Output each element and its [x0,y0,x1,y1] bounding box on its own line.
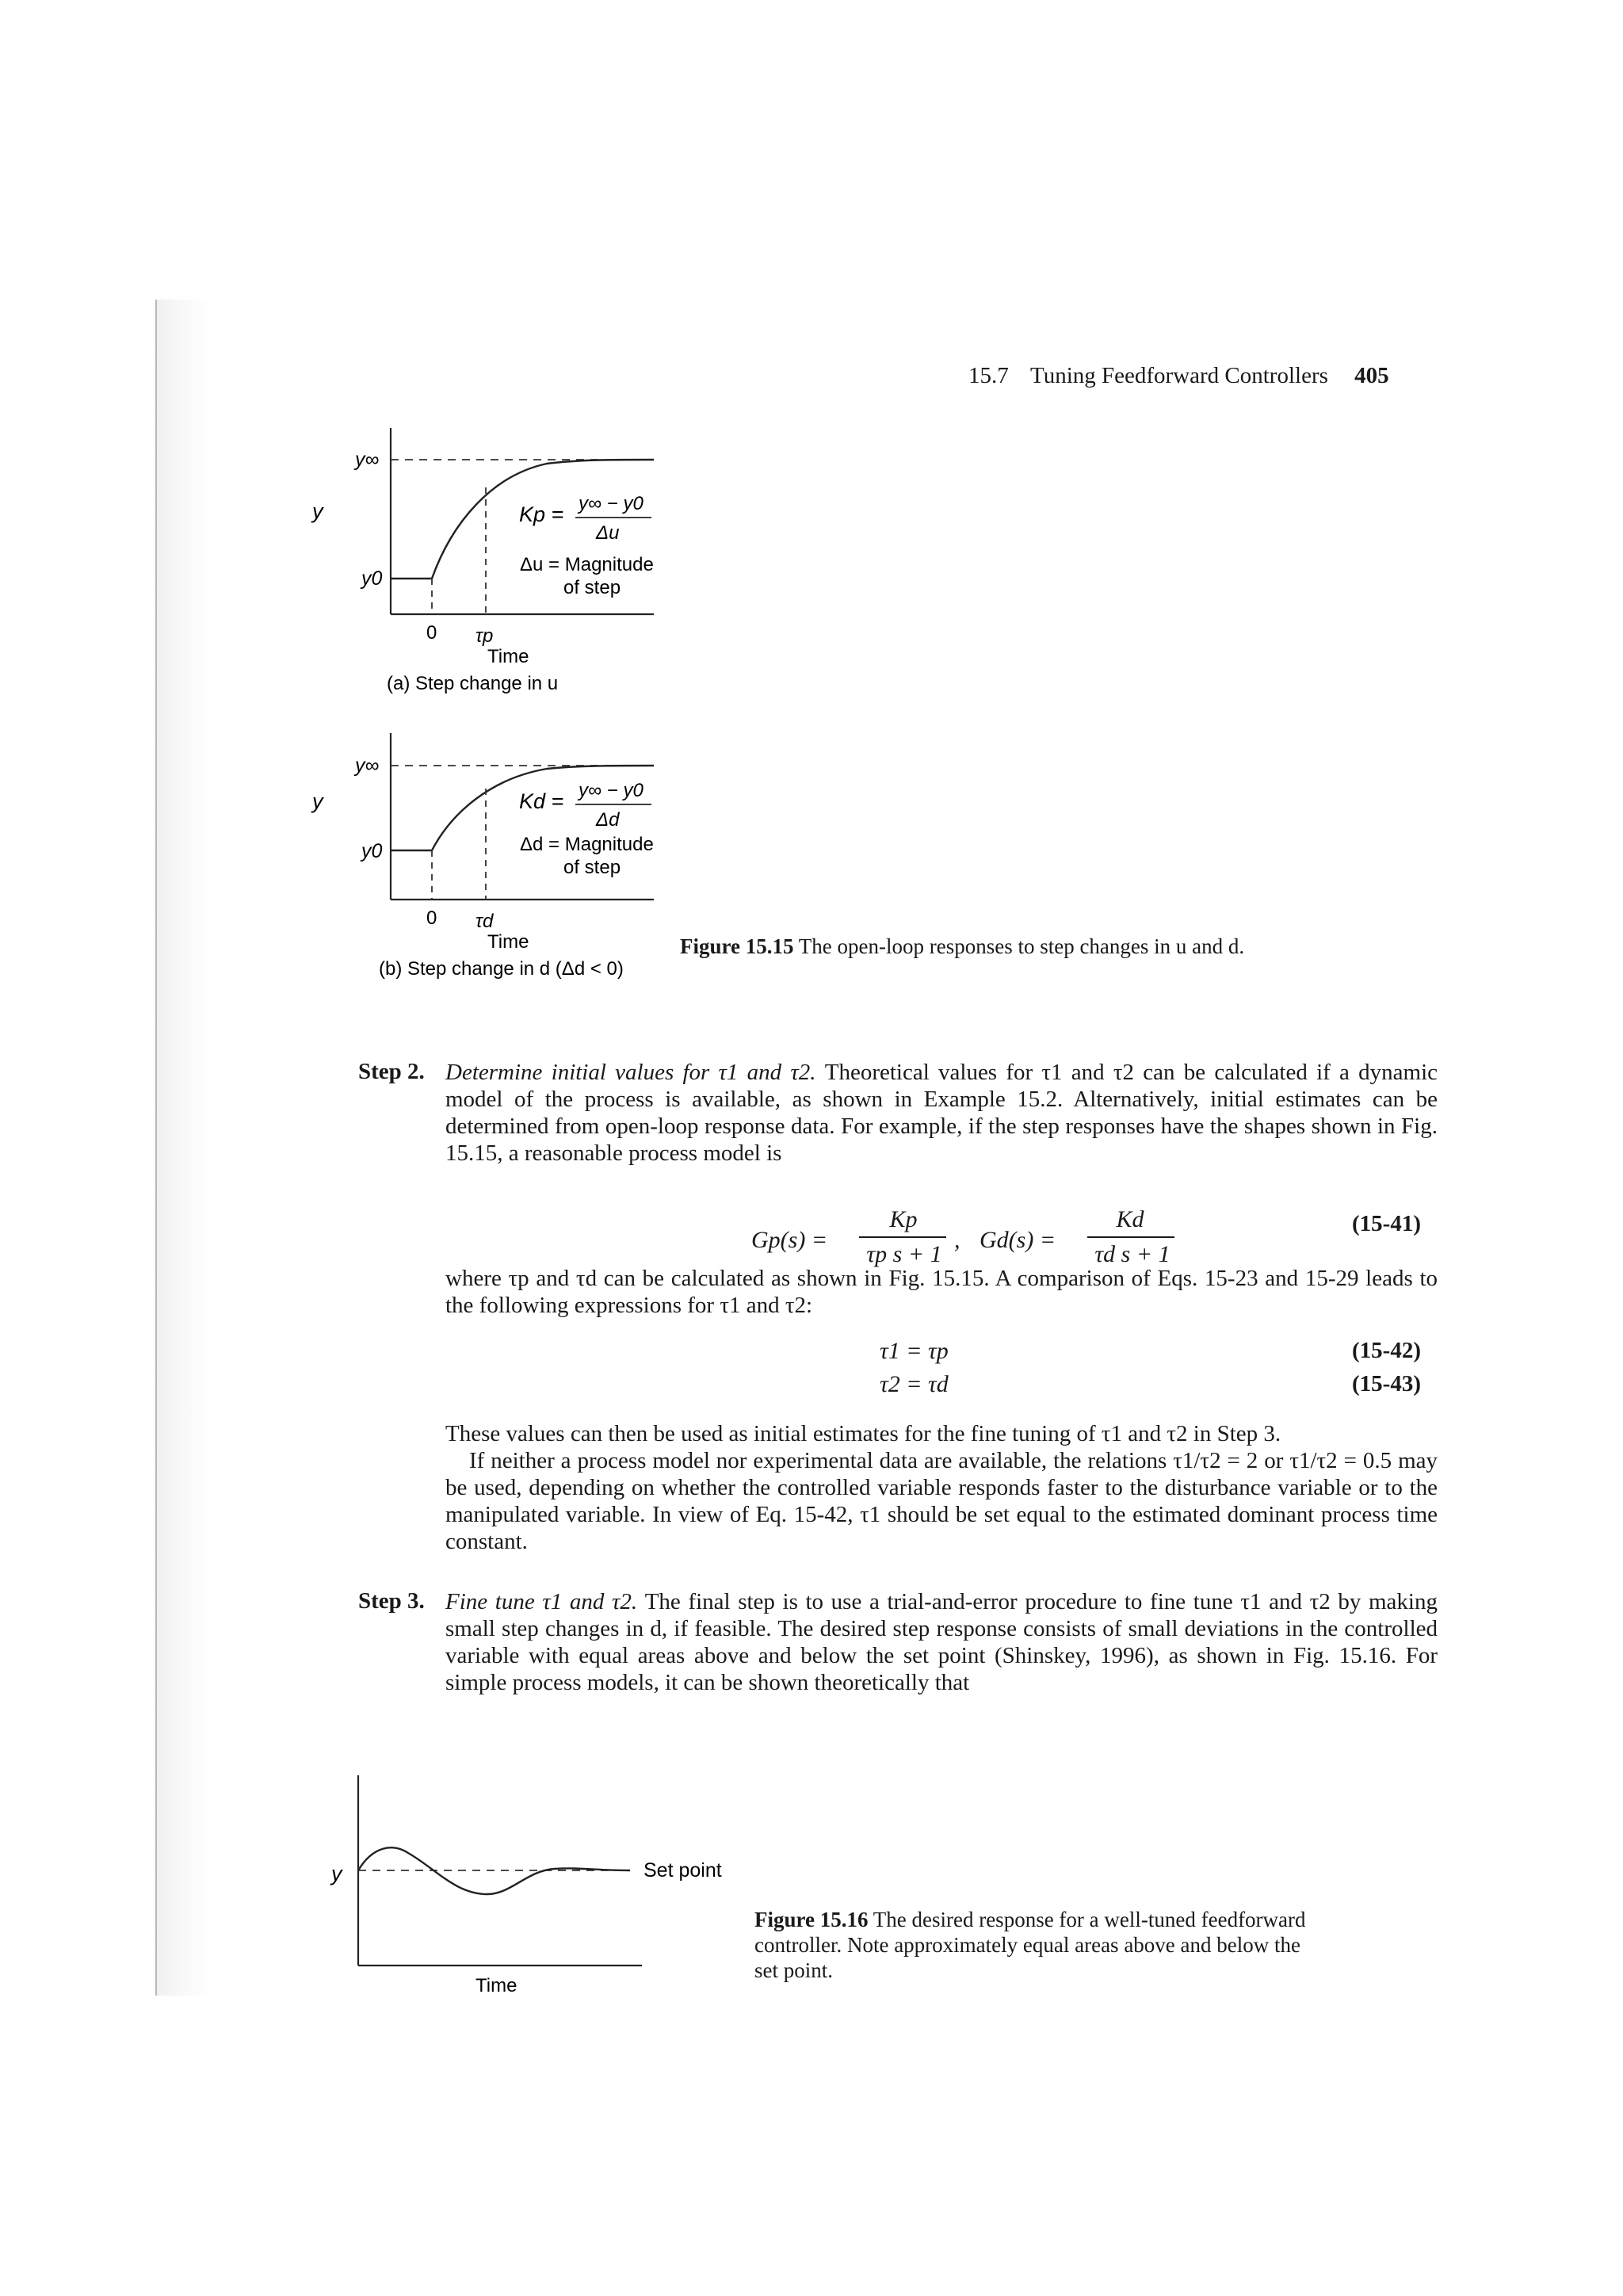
y-axis-label: y [312,789,323,813]
equation-15-41 [751,1227,827,1254]
x-axis-label: Time [487,646,529,667]
page-binding-edge [155,300,157,1996]
panel-caption: (b) Step change in d (Δd < 0) [379,958,624,980]
gain-numerator: y∞ − y0 [579,780,643,801]
magnitude-line-1: Δd = Magnitude [520,834,654,855]
x-axis-label: Time [475,1975,517,1996]
tick-zero: 0 [426,907,437,929]
tick-zero: 0 [426,622,437,644]
x-axis-label: Time [487,931,529,953]
figure-label: Figure 15.15 [680,934,794,958]
gain-lhs: Kp = [519,502,564,526]
figure-caption-text: The desired response for a well-tuned feedforward controller. Note approximately equal areas above and below the set point. [754,1908,1306,1982]
step-2-paragraph [445,1059,1438,1167]
equation-number-15-42: (15-42) [1352,1338,1421,1363]
figure-15-15-caption [680,934,1282,959]
tick-tau: τp [475,625,494,647]
step-2-heading: Determine initial values for τ1 and τ2. [445,1060,816,1085]
figure-15-16 [317,1767,761,2005]
step-2-text-3: These values can then be used as initial estimates for the fine tuning of τ1 and τ2 in Step 3. [445,1421,1281,1446]
step-2-text-2: where τp and τd can be calculated as shown in Fig. 15.15. A comparison of Eqs. 15-23 and 15-29 leads to the following expressions for τ1 and τ2: [445,1266,1438,1318]
step-3-text: The final step is to use a trial-and-error procedure to fine tune τ1 and τ2 by making small step changes in d, if feasible. The desired step response consists of small deviations in the controlled variable with equal areas above and below the set point (Shinskey, 1996), as shown in Fig. 15.16. For simple process models, it can be shown theoretically that [445,1589,1438,1695]
step-2-text-4: If neither a process model nor experimental data are available, the relations τ1/τ2 = 2 or τ1/τ2 = 0.5 may be used, depending on whether the controlled variable responds faster to the disturbance variable or to the manipulated variable. In view of Eq. 15-42, τ1 should be set equal to the estimated dominant process time constant. [445,1448,1438,1554]
equation-15-43: τ2 = τd [880,1371,949,1397]
tick-tau: τd [475,911,494,932]
gp-fraction-bar [859,1236,946,1238]
gd-fraction-bar [1087,1236,1174,1238]
header-title: Tuning Feedforward Controllers [1030,363,1328,388]
gd-denominator: τd s + 1 [1094,1241,1170,1267]
magnitude-line-1: Δu = Magnitude [520,554,654,575]
y0-label: y0 [361,840,383,862]
magnitude-line-2: of step [563,857,621,878]
figure-label: Figure 15.16 [754,1908,869,1931]
step-3-heading: Fine tune τ1 and τ2. [445,1589,638,1614]
y-axis-label: y [331,1862,342,1885]
step-2-label: Step 2. [358,1059,425,1084]
figure-15-15-panel-b [312,729,713,999]
equation-number-15-41: (15-41) [1352,1211,1421,1236]
gain-denominator: Δd [596,809,620,831]
step-3-label: Step 3. [358,1588,425,1614]
y-inf-label: y∞ [355,755,380,777]
gp-lhs: Gp(s) = [751,1227,828,1253]
eq-separator: , [954,1227,960,1253]
header-page-number: 405 [1354,363,1389,388]
gain-numerator: y∞ − y0 [579,493,643,514]
figure-15-16-caption [754,1907,1309,1983]
figure-15-15-panel-a [312,420,713,705]
equation-15-42: τ1 = τp [880,1338,949,1364]
y0-label: y0 [361,567,383,590]
running-header [968,363,1389,389]
y-axis-label: y [312,499,323,523]
gain-lhs: Kd = [519,789,564,813]
equation-number-15-43: (15-43) [1352,1371,1421,1396]
set-point-label: Set point [643,1859,722,1881]
gd-numerator: Kd [1116,1206,1144,1232]
step-3-paragraph [445,1588,1438,1696]
header-section: 15.7 [968,363,1009,388]
figure-caption-text: The open-loop responses to step changes in u and d. [798,934,1245,958]
gp-numerator: Kp [889,1206,918,1232]
gain-denominator: Δu [596,522,620,544]
panel-caption: (a) Step change in u [387,673,559,694]
step-2-text: Theoretical values for τ1 and τ2 can be calculated if a dynamic model of the process is available, as shown in Example 15.2. Alternatively, initial estimates can be determined from open-loop response data. For example, if the step responses have the shapes shown in Fig. 15.15, a reasonable process model is [445,1060,1438,1166]
y-inf-label: y∞ [355,449,380,471]
magnitude-line-2: of step [563,577,621,598]
gp-denominator: τp s + 1 [866,1241,942,1267]
gd-lhs: Gd(s) = [980,1227,1056,1253]
page-binding-shadow [155,300,211,1996]
